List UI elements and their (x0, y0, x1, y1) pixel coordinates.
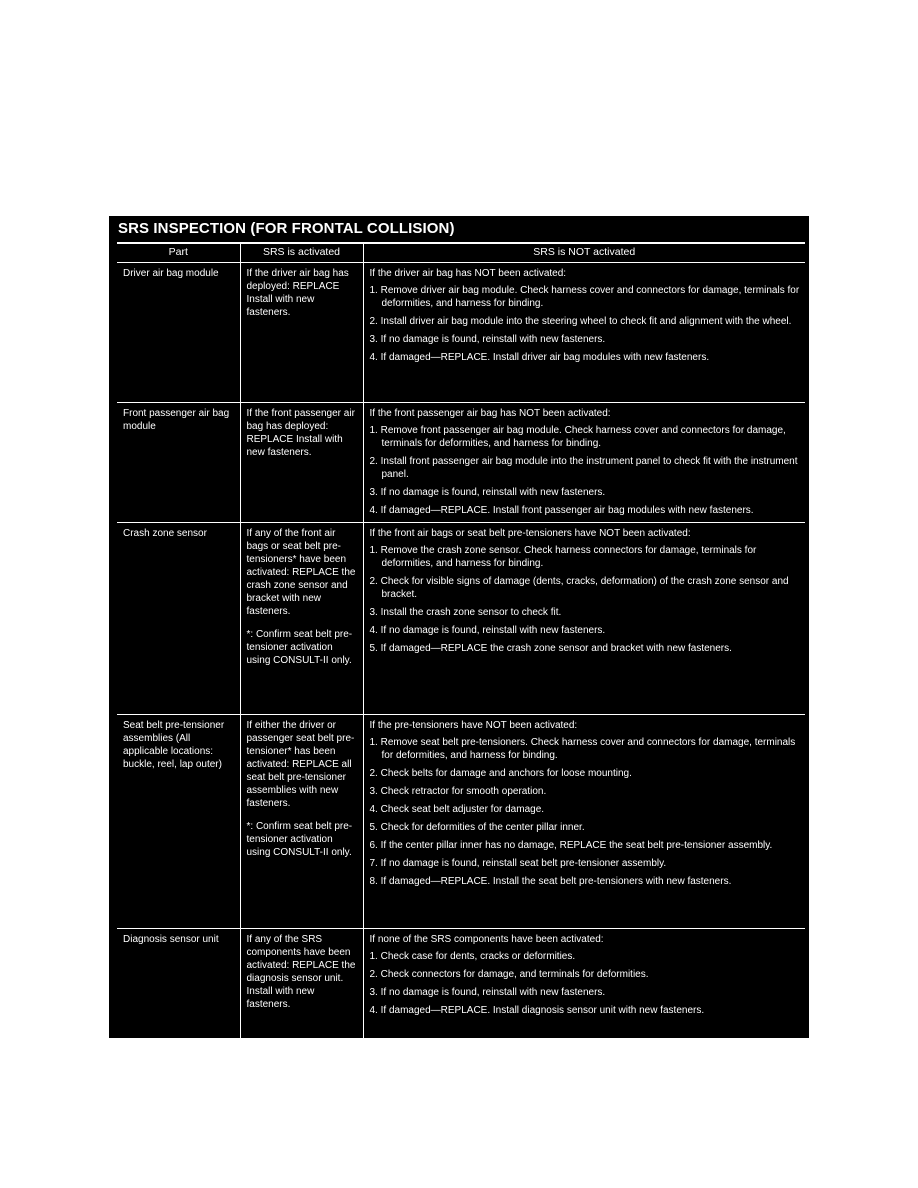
inspection-steps-list (370, 284, 802, 364)
table-body (117, 263, 805, 1047)
inspection-table (117, 242, 805, 1048)
inspection-step: 4. If no damage is found, reinstall with new fasteners. (369, 625, 606, 636)
not-activated-condition: If the pre-tensioners have NOT been activated: (369, 720, 578, 731)
not-activated-cell (363, 715, 805, 929)
activated-text: *: Confirm seat belt pre-tensioner activation using CONSULT-II only. (246, 821, 353, 858)
not-activated-cell (363, 523, 805, 715)
srs-inspection-panel (109, 216, 809, 1038)
part-cell: Seat belt pre-tensioner assemblies (All applicable locations: buckle, reel, lap outer) (117, 715, 240, 929)
not-activated-cell (363, 263, 805, 403)
inspection-step: 1. Remove the crash zone sensor. Check harness connectors for damage, terminals for deformities, and harness for binding. (369, 545, 757, 569)
activated-cell (240, 523, 363, 715)
activated-cell (240, 403, 363, 523)
inspection-step: 1. Remove driver air bag module. Check harness cover and connectors for damage, terminals for deformities, and harness for binding. (369, 285, 800, 309)
inspection-step: 2. Install driver air bag module into the steering wheel to check fit and alignment with the wheel. (369, 316, 792, 327)
inspection-step: 1. Remove seat belt pre-tensioners. Check harness cover and connectors for damage, terminals for deformities, and harness for binding. (369, 737, 796, 761)
table-row (117, 403, 805, 523)
inspection-step: 3. Install the crash zone sensor to check fit. (369, 607, 562, 618)
inspection-table-wrapper (117, 242, 805, 1048)
inspection-steps-list (370, 736, 802, 888)
activated-cell (240, 715, 363, 929)
table-row (117, 715, 805, 929)
part-cell: Front passenger air bag module (117, 403, 240, 523)
panel-title: SRS INSPECTION (FOR FRONTAL COLLISION) (118, 220, 455, 237)
inspection-step: 7. If no damage is found, reinstall seat belt pre-tensioner assembly. (369, 858, 667, 869)
inspection-step: 3. If no damage is found, reinstall with new fasteners. (369, 334, 606, 345)
inspection-step: 2. Check for visible signs of damage (dents, cracks, deformation) of the crash zone sensor and bracket. (369, 576, 789, 600)
column-header-not-activated: SRS is NOT activated (363, 243, 805, 263)
activated-cell (240, 263, 363, 403)
inspection-step: 4. If damaged—REPLACE. Install driver air bag modules with new fasteners. (369, 352, 710, 363)
table-row (117, 929, 805, 1047)
inspection-step: 6. If the center pillar inner has no damage, REPLACE the seat belt pre-tensioner assembly. (369, 840, 773, 851)
inspection-step: 2. Install front passenger air bag module into the instrument panel to check fit with the instrument panel. (369, 456, 798, 480)
activated-text: If any of the front air bags or seat belt pre-tensioners* have been activated: REPLACE the crash zone sensor and bracket with new fasteners. (246, 528, 356, 617)
activated-text: *: Confirm seat belt pre-tensioner activation using CONSULT-II only. (246, 629, 353, 666)
part-cell: Diagnosis sensor unit (117, 929, 240, 1047)
inspection-step: 5. Check for deformities of the center pillar inner. (369, 822, 585, 833)
not-activated-condition: If none of the SRS components have been activated: (369, 934, 604, 945)
inspection-step: 4. If damaged—REPLACE. Install diagnosis sensor unit with new fasteners. (369, 1005, 705, 1016)
part-cell: Driver air bag module (117, 263, 240, 403)
inspection-step: 1. Remove front passenger air bag module. Check harness cover and connectors for damage, terminals for deformities, and harness for binding. (369, 425, 786, 449)
activated-text: If the front passenger air bag has deployed: REPLACE Install with new fasteners. (246, 408, 355, 458)
not-activated-cell (363, 403, 805, 523)
inspection-steps-list (370, 544, 802, 655)
activated-text: If the driver air bag has deployed: REPLACE Install with new fasteners. (246, 268, 349, 318)
inspection-step: 8. If damaged—REPLACE. Install the seat belt pre-tensioners with new fasteners. (369, 876, 732, 887)
inspection-step: 2. Check connectors for damage, and terminals for deformities. (369, 969, 649, 980)
inspection-step: 2. Check belts for damage and anchors for loose mounting. (369, 768, 632, 779)
inspection-step: 3. Check retractor for smooth operation. (369, 786, 547, 797)
not-activated-condition: If the front passenger air bag has NOT been activated: (369, 408, 611, 419)
table-row (117, 263, 805, 403)
inspection-step: 4. Check seat belt adjuster for damage. (369, 804, 545, 815)
inspection-step: 5. If damaged—REPLACE the crash zone sensor and bracket with new fasteners. (369, 643, 732, 654)
inspection-steps-list (370, 424, 802, 517)
not-activated-condition: If the front air bags or seat belt pre-tensioners have NOT been activated: (369, 528, 691, 539)
not-activated-condition: If the driver air bag has NOT been activated: (369, 268, 567, 279)
activated-text: If any of the SRS components have been activated: REPLACE the diagnosis sensor unit. Install with new fasteners. (246, 934, 356, 1010)
inspection-step: 4. If damaged—REPLACE. Install front passenger air bag modules with new fasteners. (369, 505, 754, 516)
column-header-part: Part (117, 243, 240, 263)
activated-text: If either the driver or passenger seat belt pre-tensioner* has been activated: REPLACE all seat belt pre-tensioner assemblies with new fasteners. (246, 720, 355, 809)
column-header-activated: SRS is activated (240, 243, 363, 263)
inspection-step: 3. If no damage is found, reinstall with new fasteners. (369, 487, 606, 498)
activated-cell (240, 929, 363, 1047)
inspection-step: 1. Check case for dents, cracks or deformities. (369, 951, 576, 962)
not-activated-cell (363, 929, 805, 1047)
table-header-row (117, 243, 805, 263)
inspection-step: 3. If no damage is found, reinstall with new fasteners. (369, 987, 606, 998)
table-row (117, 523, 805, 715)
inspection-steps-list (370, 950, 802, 1017)
part-cell: Crash zone sensor (117, 523, 240, 715)
